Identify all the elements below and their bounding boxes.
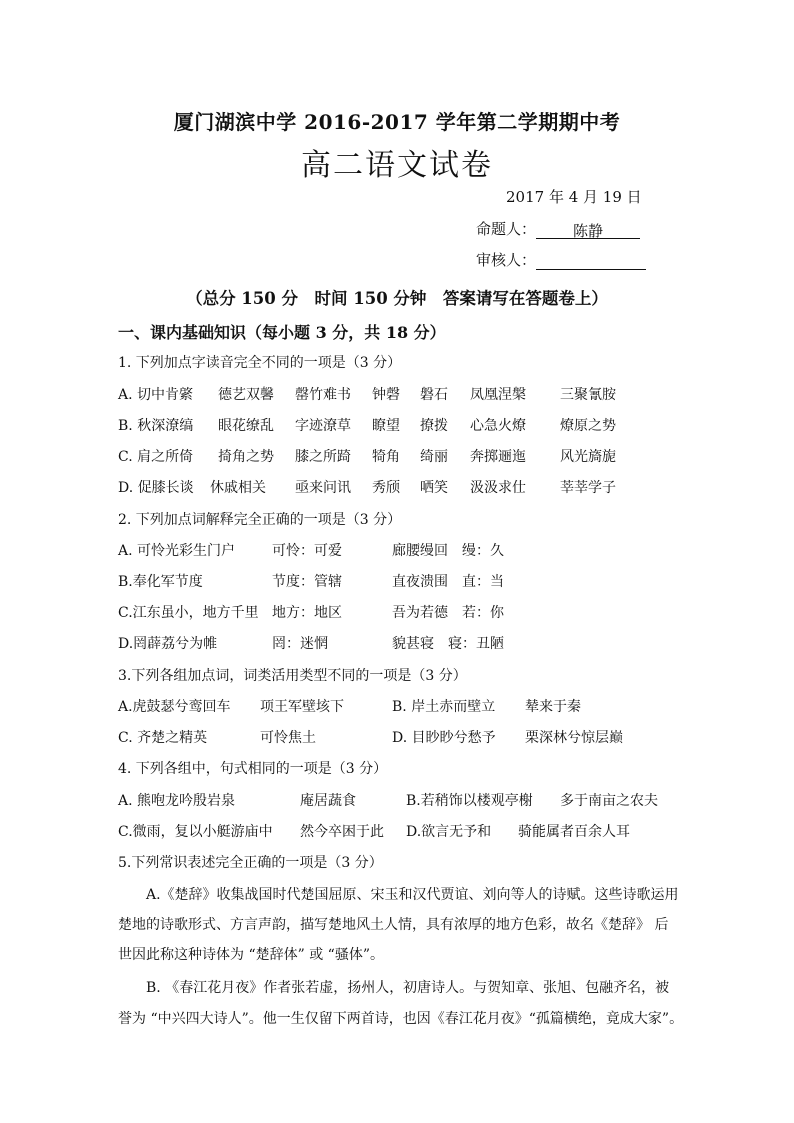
question-5-option-a-line: 世因此称这种诗体为 “楚辞体” 或 “骚体”。 <box>118 947 384 963</box>
question-5-option-a-line: 楚地的诗歌形式、方言声韵，描写楚地风土人情，具有浓厚的地方色彩，故名《楚辞》 后 <box>118 917 669 933</box>
option-cell: 地方：地区 <box>272 605 342 621</box>
author-label: 命题人： <box>476 220 537 238</box>
question-4-stem: 4. 下列各组中，句式相同的一项是（3 分） <box>118 761 388 777</box>
option-cell: 罔：迷惘 <box>272 636 328 652</box>
option-cell: D. 促膝长谈 <box>118 480 194 496</box>
option-cell: 然今卒困于此 <box>300 824 384 840</box>
option-cell: 凤凰涅槃 <box>470 387 526 403</box>
author-line <box>476 218 640 239</box>
option-cell: 廊腰缦回 缦：久 <box>392 543 504 559</box>
option-cell: 骑能属者百余人耳 <box>518 824 630 840</box>
option-cell: 磐石 <box>420 387 448 403</box>
exam-title: 厦门湖滨中学 2016-2017 学年第二学期期中考 <box>173 110 621 134</box>
option-cell: A. 切中肯綮 <box>118 387 194 403</box>
option-cell: 眼花缭乱 <box>218 418 274 434</box>
option-cell: 燎原之势 <box>560 418 616 434</box>
option-cell: C.微雨，复以小艇游庙中 <box>118 824 273 840</box>
option-cell: 绮丽 <box>420 449 448 465</box>
question-2-stem: 2. 下列加点词解释完全正确的一项是（3 分） <box>118 512 402 528</box>
option-cell: 掎角之势 <box>218 449 274 465</box>
option-cell: 哂笑 <box>420 480 448 496</box>
option-cell: A. 可怜光彩生门户 <box>118 543 236 559</box>
option-cell: D. 目眇眇兮愁予 <box>392 730 496 746</box>
reviewer-label: 审核人： <box>476 251 537 269</box>
exam-subtitle: 高二语文试卷 <box>301 148 493 183</box>
option-cell: B.若稍饰以楼观亭榭 <box>406 793 533 809</box>
option-cell: B.奉化军节度 <box>118 574 203 590</box>
option-cell: C. 齐楚之精英 <box>118 730 208 746</box>
option-cell: 莘莘学子 <box>560 480 616 496</box>
option-cell: 直夜溃围 直：当 <box>392 574 504 590</box>
option-cell: 罄竹难书 <box>295 387 351 403</box>
question-1-stem: 1. 下列加点字读音完全不同的一项是（3 分） <box>118 355 402 371</box>
option-cell: 汲汲求仕 <box>470 480 526 496</box>
option-cell: 瞭望 <box>372 418 400 434</box>
option-cell: 三聚氰胺 <box>560 387 616 403</box>
option-cell: 节度：管辖 <box>272 574 342 590</box>
option-cell: 风光旖旎 <box>560 449 616 465</box>
author-name: 陈静 <box>536 220 640 239</box>
option-cell: 亟来问讯 <box>295 480 351 496</box>
option-cell: 吾为若德 若：你 <box>392 605 504 621</box>
option-cell: 秀颀 <box>372 480 400 496</box>
option-cell: 犄角 <box>372 449 400 465</box>
question-5-stem: 5.下列常识表述完全正确的一项是（3 分） <box>118 855 383 871</box>
option-cell: 撩拨 <box>420 418 448 434</box>
option-cell: D.欲言无予和 <box>406 824 492 840</box>
exam-date: 2017 年 4 月 19 日 <box>506 188 642 206</box>
section-title: 一、课内基础知识（每小题 3 分，共 18 分） <box>118 323 446 342</box>
option-cell: A. 熊咆龙吟殷岩泉 <box>118 793 236 809</box>
option-cell: 貌甚寝 寝：丑陋 <box>392 636 504 652</box>
option-cell: 钟磬 <box>372 387 400 403</box>
option-cell: 多于南亩之农夫 <box>560 793 658 809</box>
option-cell: 可怜焦土 <box>260 730 316 746</box>
option-cell: 字迹潦草 <box>295 418 351 434</box>
exam-summary: （总分 150 分 时间 150 分钟 答案请写在答题卷上） <box>186 289 608 308</box>
option-cell: 膝之所踦 <box>295 449 351 465</box>
option-cell: 德艺双馨 <box>218 387 274 403</box>
question-3-stem: 3.下列各组加点词，词类活用类型不同的一项是（3 分） <box>118 668 467 684</box>
option-cell: 庵居蔬食 <box>300 793 356 809</box>
question-5-option-b-line: 誉为 “中兴四大诗人”。他一生仅留下两首诗，也因《春江花月夜》“孤篇横绝，竟成大家”。 <box>118 1011 684 1027</box>
option-cell: C.江东虽小，地方千里 <box>118 605 259 621</box>
option-cell: A.虎鼓瑟兮鸾回车 <box>118 699 231 715</box>
option-cell: 栗深林兮惊层巅 <box>525 730 623 746</box>
option-cell: 项王军壁垓下 <box>260 699 344 715</box>
reviewer-blank <box>536 251 646 270</box>
option-cell: 休戚相关 <box>210 480 266 496</box>
option-cell: 辇来于秦 <box>525 699 581 715</box>
reviewer-line <box>476 249 646 270</box>
question-5-option-a-line: A.《楚辞》收集战国时代楚国屈原、宋玉和汉代贾谊、刘向等人的诗赋。这些诗歌运用 <box>146 887 679 903</box>
option-cell: C. 肩之所倚 <box>118 449 194 465</box>
option-cell: 心急火燎 <box>470 418 526 434</box>
option-cell: B. 岸土赤而壁立 <box>392 699 496 715</box>
question-5-option-b-line: B. 《春江花月夜》作者张若虚，扬州人，初唐诗人。与贺知章、张旭、包融齐名，被 <box>146 980 670 996</box>
option-cell: 奔掷逦迤 <box>470 449 526 465</box>
option-cell: 可怜：可爱 <box>272 543 342 559</box>
option-cell: D.罔薜荔兮为帷 <box>118 636 218 652</box>
option-cell: B. 秋深潦缟 <box>118 418 194 434</box>
